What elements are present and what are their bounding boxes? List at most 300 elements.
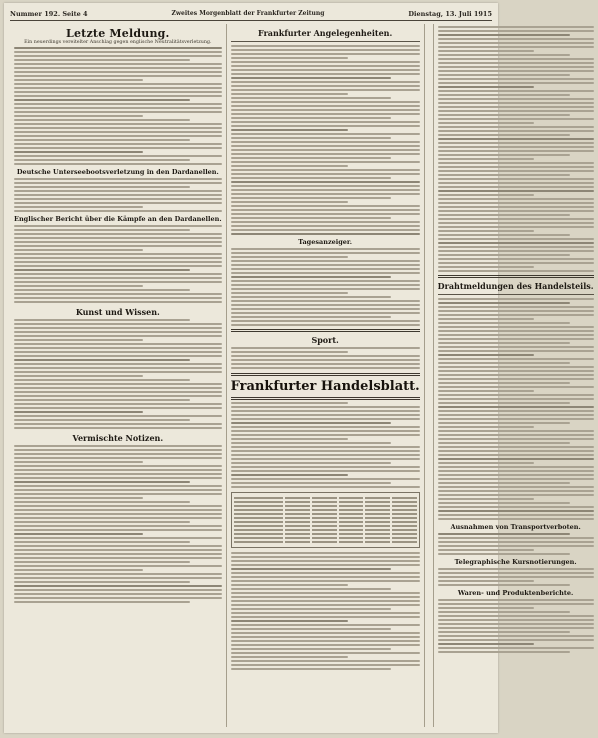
table-cell <box>339 513 364 515</box>
text-line <box>438 378 594 380</box>
text-line <box>438 382 570 384</box>
text-line <box>14 569 143 571</box>
newspaper-page <box>4 3 594 733</box>
text-line <box>14 127 222 129</box>
text-line <box>14 273 222 275</box>
text-line <box>14 465 222 467</box>
text-line <box>14 493 222 495</box>
text-line <box>231 256 348 258</box>
text-line <box>438 631 570 633</box>
text-line <box>438 42 594 44</box>
text-line <box>438 138 594 140</box>
text-line <box>231 320 420 322</box>
text-line <box>14 403 222 405</box>
table-row <box>234 541 417 543</box>
text-line <box>14 469 222 471</box>
text-line <box>14 241 222 243</box>
text-line <box>438 422 570 424</box>
text-line <box>14 355 222 357</box>
text-line <box>14 79 143 81</box>
text-line <box>14 561 190 563</box>
text-line <box>438 342 570 344</box>
table-cell <box>339 537 364 539</box>
text-line <box>438 174 570 176</box>
table-cell <box>339 509 364 511</box>
text-line <box>231 580 420 582</box>
article-text <box>231 552 420 670</box>
text-line <box>14 123 222 125</box>
text-line <box>231 292 348 294</box>
article-text <box>14 319 222 429</box>
text-line <box>14 505 222 507</box>
table-cell <box>365 517 390 519</box>
table-cell <box>392 501 417 503</box>
text-line <box>231 359 420 361</box>
text-line <box>14 577 222 579</box>
text-line <box>438 549 535 551</box>
text-line <box>14 194 222 196</box>
table-cell <box>312 505 337 507</box>
text-line <box>231 324 420 326</box>
table-cell <box>234 541 283 543</box>
table-cell <box>392 537 417 539</box>
table-cell <box>392 525 417 527</box>
text-line <box>231 620 348 622</box>
text-line <box>14 229 190 231</box>
table-cell <box>285 517 310 519</box>
text-line <box>438 26 594 28</box>
table-cell <box>392 513 417 515</box>
text-line <box>438 130 594 132</box>
column-1-section-heading: Deutsche Unterseebootsverletzung in den Dardanellen. <box>16 168 219 176</box>
table-row <box>234 525 417 527</box>
text-line <box>14 151 143 153</box>
text-line <box>231 45 420 47</box>
text-line <box>231 316 392 318</box>
article-text <box>438 298 594 520</box>
text-line <box>231 430 420 432</box>
text-line <box>14 419 190 421</box>
column-4 <box>434 24 598 727</box>
text-line <box>231 201 348 203</box>
text-line <box>231 304 420 306</box>
table-cell <box>365 537 390 539</box>
text-line <box>14 95 222 97</box>
text-line <box>438 350 594 352</box>
text-line <box>231 596 420 598</box>
table-cell <box>339 517 364 519</box>
table-cell <box>392 505 417 507</box>
text-line <box>438 386 594 388</box>
text-line <box>438 70 594 72</box>
text-line <box>14 67 222 69</box>
text-line <box>438 651 570 653</box>
text-line <box>14 331 222 333</box>
text-line <box>438 78 594 80</box>
text-line <box>14 155 222 157</box>
table-cell <box>365 513 390 515</box>
text-line <box>14 131 222 133</box>
text-line <box>231 660 420 662</box>
header-date: Dienstag, 13. Juli 1915 <box>408 9 492 18</box>
text-line <box>231 422 392 424</box>
table-cell <box>285 501 310 503</box>
table-cell <box>312 537 337 539</box>
text-line <box>14 545 222 547</box>
column-3 <box>425 24 434 727</box>
text-line <box>14 297 222 299</box>
article-text <box>14 445 222 603</box>
text-line <box>438 482 570 484</box>
table-cell <box>365 501 390 503</box>
text-line <box>231 221 420 223</box>
table-cell <box>234 497 283 499</box>
text-line <box>14 601 190 603</box>
text-line <box>231 225 420 227</box>
text-line <box>231 572 420 574</box>
text-line <box>438 38 594 40</box>
table-row <box>234 529 417 531</box>
text-line <box>14 453 222 455</box>
text-line <box>438 442 570 444</box>
text-line <box>14 415 222 417</box>
text-line <box>438 74 570 76</box>
table-cell <box>365 533 390 535</box>
text-line <box>14 445 222 447</box>
text-line <box>231 552 420 554</box>
text-line <box>438 162 594 164</box>
text-line <box>438 623 594 625</box>
text-line <box>438 218 594 220</box>
table-cell <box>339 497 364 499</box>
text-line <box>14 119 190 121</box>
text-line <box>14 489 222 491</box>
table-row <box>234 505 417 507</box>
table-cell <box>339 521 364 523</box>
text-line <box>14 202 222 204</box>
text-line <box>438 258 594 260</box>
text-line <box>14 525 222 527</box>
text-line <box>14 63 222 65</box>
text-line <box>14 593 222 595</box>
table-cell <box>312 525 337 527</box>
text-line <box>438 486 594 488</box>
text-line <box>438 194 535 196</box>
text-line <box>14 427 222 429</box>
text-line <box>231 189 420 191</box>
text-line <box>438 210 594 212</box>
text-line <box>231 137 392 139</box>
text-line <box>231 205 420 207</box>
text-line <box>14 497 143 499</box>
text-line <box>438 406 594 408</box>
text-line <box>438 186 594 188</box>
text-line <box>231 288 420 290</box>
text-line <box>231 89 420 91</box>
text-line <box>231 145 420 147</box>
table-cell <box>285 513 310 515</box>
table-row <box>234 537 417 539</box>
column-2-headline: Frankfurter Angelegenheiten. <box>258 28 393 38</box>
text-line <box>438 118 594 120</box>
text-line <box>231 584 348 586</box>
table-cell <box>234 529 283 531</box>
text-line <box>231 616 420 618</box>
text-line <box>438 553 570 555</box>
table-cell <box>234 513 283 515</box>
text-line <box>14 265 222 267</box>
table-cell <box>365 525 390 527</box>
text-line <box>231 157 392 159</box>
text-line <box>438 242 594 244</box>
text-line <box>438 430 594 432</box>
text-line <box>14 55 222 57</box>
text-line <box>438 510 594 512</box>
text-line <box>438 234 570 236</box>
text-line <box>438 390 535 392</box>
text-line <box>14 581 190 583</box>
text-line <box>231 193 420 195</box>
text-line <box>14 269 190 271</box>
text-line <box>438 106 594 108</box>
text-line <box>231 640 420 642</box>
text-line <box>231 454 420 456</box>
text-line <box>14 198 222 200</box>
text-line <box>14 585 222 587</box>
text-line <box>231 109 420 111</box>
text-line <box>14 91 222 93</box>
text-line <box>438 58 594 60</box>
text-line <box>14 351 222 353</box>
text-line <box>14 71 222 73</box>
table-cell <box>285 521 310 523</box>
text-line <box>14 47 222 49</box>
text-line <box>438 402 570 404</box>
text-line <box>14 391 222 393</box>
text-line <box>438 346 594 348</box>
text-line <box>231 410 420 412</box>
text-line <box>14 111 222 113</box>
text-line <box>438 90 594 92</box>
text-line <box>438 82 594 84</box>
article-text <box>231 248 420 326</box>
text-line <box>231 414 420 416</box>
text-line <box>231 213 420 215</box>
table-row <box>234 533 417 535</box>
text-line <box>231 568 392 570</box>
text-line <box>14 533 143 535</box>
text-line <box>14 449 222 451</box>
text-line <box>231 347 420 349</box>
text-line <box>438 178 594 180</box>
text-line <box>438 514 594 516</box>
text-line <box>14 99 190 101</box>
column-1-section-heading: Kunst und Wissen. <box>75 307 160 317</box>
text-line <box>14 379 190 381</box>
text-line <box>438 568 594 570</box>
text-line <box>14 147 222 149</box>
text-line <box>231 57 348 59</box>
text-line <box>14 257 222 259</box>
text-line <box>231 612 420 614</box>
text-line <box>14 517 222 519</box>
text-line <box>231 664 420 666</box>
text-line <box>14 261 222 263</box>
text-line <box>231 197 392 199</box>
text-line <box>14 186 190 188</box>
text-line <box>14 549 222 551</box>
text-line <box>438 446 594 448</box>
text-line <box>438 366 594 368</box>
text-line <box>438 502 570 504</box>
text-line <box>231 260 420 262</box>
text-line <box>438 506 594 508</box>
table-cell <box>392 521 417 523</box>
table-cell <box>234 521 283 523</box>
text-line <box>231 466 420 468</box>
text-line <box>438 154 570 156</box>
text-line <box>231 474 348 476</box>
text-line <box>438 114 570 116</box>
text-line <box>231 632 420 634</box>
text-line <box>231 300 420 302</box>
text-line <box>231 668 392 670</box>
text-line <box>231 276 392 278</box>
text-line <box>231 69 420 71</box>
text-line <box>231 402 348 404</box>
text-line <box>438 66 594 68</box>
text-line <box>438 310 594 312</box>
table-cell <box>339 501 364 503</box>
column-1-section-heading: Englischer Bericht über die Kämpfe an den Dardanellen. <box>14 215 222 223</box>
text-line <box>231 588 392 590</box>
text-line <box>438 362 570 364</box>
column-2 <box>227 24 425 727</box>
text-line <box>231 141 420 143</box>
text-line <box>14 301 222 303</box>
article-text <box>438 599 594 653</box>
text-line <box>14 573 222 575</box>
text-line <box>231 604 420 606</box>
columns <box>10 24 594 727</box>
text-line <box>231 121 420 123</box>
text-line <box>438 98 594 100</box>
header-page-number: Nummer 192. Seite 4 <box>10 9 88 18</box>
text-line <box>14 375 143 377</box>
text-line <box>438 62 594 64</box>
text-line <box>438 246 594 248</box>
table-cell <box>339 525 364 527</box>
text-line <box>231 458 420 460</box>
market-table <box>231 492 420 548</box>
text-line <box>14 233 222 235</box>
text-line <box>438 238 594 240</box>
text-line <box>231 272 420 274</box>
table-cell <box>365 505 390 507</box>
text-line <box>231 576 420 578</box>
text-line <box>231 462 392 464</box>
text-line <box>438 354 535 356</box>
text-line <box>438 490 594 492</box>
text-line <box>438 182 594 184</box>
text-line <box>438 603 594 605</box>
text-line <box>438 214 570 216</box>
table-cell <box>392 529 417 531</box>
text-line <box>14 347 222 349</box>
text-line <box>14 327 222 329</box>
table-cell <box>312 517 337 519</box>
table-cell <box>312 509 337 511</box>
text-line <box>438 126 594 128</box>
text-line <box>231 93 348 95</box>
text-line <box>438 494 594 496</box>
table-cell <box>312 513 337 515</box>
text-line <box>14 473 222 475</box>
table-cell <box>312 521 337 523</box>
table-cell <box>365 521 390 523</box>
text-line <box>231 73 420 75</box>
table-cell <box>285 497 310 499</box>
text-line <box>438 454 594 456</box>
text-line <box>231 268 420 270</box>
text-line <box>438 270 594 272</box>
table-cell <box>365 497 390 499</box>
table-cell <box>285 533 310 535</box>
article-text <box>14 225 222 303</box>
text-line <box>231 648 392 650</box>
table-cell <box>234 509 283 511</box>
text-line <box>14 253 222 255</box>
text-line <box>14 565 222 567</box>
text-line <box>438 450 594 452</box>
text-line <box>14 285 143 287</box>
text-line <box>438 302 570 304</box>
text-line <box>438 619 594 621</box>
text-line <box>438 414 594 416</box>
text-line <box>14 343 222 345</box>
table-cell <box>285 529 310 531</box>
text-line <box>14 553 222 555</box>
text-line <box>438 478 594 480</box>
text-line <box>14 225 222 227</box>
text-line <box>438 635 594 637</box>
text-line <box>231 312 420 314</box>
table-cell <box>234 537 283 539</box>
table-row <box>234 509 417 511</box>
table-cell <box>312 501 337 503</box>
article-text <box>231 402 420 488</box>
text-line <box>14 249 143 251</box>
table-cell <box>312 529 337 531</box>
text-line <box>231 101 420 103</box>
text-line <box>231 185 420 187</box>
table-cell <box>365 529 390 531</box>
text-line <box>14 461 143 463</box>
text-line <box>438 134 570 136</box>
text-line <box>14 115 143 117</box>
text-line <box>14 383 222 385</box>
text-line <box>14 485 222 487</box>
text-line <box>438 306 594 308</box>
text-line <box>14 481 190 483</box>
text-line <box>14 529 222 531</box>
text-line <box>438 576 594 578</box>
text-line <box>14 178 222 180</box>
text-line <box>438 30 594 32</box>
text-line <box>231 652 420 654</box>
text-line <box>438 330 594 332</box>
text-line <box>231 169 420 171</box>
